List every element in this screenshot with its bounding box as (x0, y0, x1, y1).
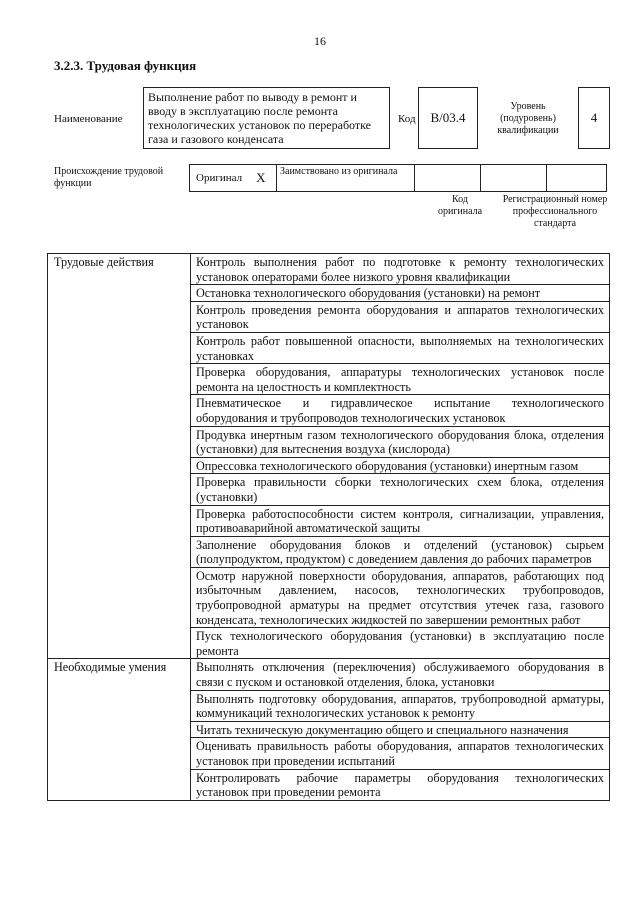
qualification-level-box: 4 (578, 87, 610, 149)
category-cell: Трудовые действия (48, 254, 191, 659)
table-cell-item: Пневматическое и гидравлическое испытание технологического оборудования и трубопроводов технологических установок (191, 395, 610, 426)
table-row (48, 659, 610, 690)
original-label: Оригинал (196, 172, 243, 184)
table-cell-item: Контролировать рабочие параметры оборудования технологических установок при проведении ремонта (191, 769, 610, 800)
original-cell (189, 164, 277, 192)
origin-row (190, 164, 610, 192)
table-cell-item: Осмотр наружной поверхности оборудования, аппаратов, работающих под избыточным давлением, насосов, технологических трубопроводов, трубопроводной арматуры на предмет отсутствия утечек газа, газового конденсата, технологических жидкостей по завершении ремонтных работ (191, 567, 610, 627)
labor-function-table-body (48, 254, 610, 801)
section-title: 3.2.3. Трудовая функция (54, 58, 197, 73)
table-cell-item: Заполнение оборудования блоков и отделений (установок) сырьем (полупродуктом, продуктом) с доведением давления до рабочих параметров (191, 536, 610, 567)
code-label: Код (398, 113, 416, 125)
category-cell: Необходимые умения (48, 659, 191, 800)
page-number: 16 (314, 34, 326, 48)
function-name-box: Выполнение работ по выводу в ремонт и вводу в эксплуатацию после ремонта технологических установок по переработке газа и газового конденсата (143, 87, 390, 149)
borrowed-cell: Заимствовано из оригинала (276, 164, 415, 192)
table-cell-item: Контроль проведения ремонта оборудования и аппаратов технологических установок (191, 301, 610, 332)
table-row (48, 254, 610, 285)
table-cell-item: Проверка работоспособности систем контроля, сигнализации, управления, противоаварийной автоматической защиты (191, 505, 610, 536)
table-cell-item: Контроль работ повышенной опасности, выполняемых на технологических установках (191, 332, 610, 363)
origin-code-cell (480, 164, 547, 192)
table-cell-item: Читать техническую документацию общего и специального назначения (191, 721, 610, 738)
table-cell-item: Остановка технологического оборудования (установки) на ремонт (191, 285, 610, 302)
code-original-caption: Код оригинала (437, 194, 483, 217)
table-cell-item: Проверка правильности сборки технологических схем блока, отделения (установки) (191, 474, 610, 505)
table-cell-item: Выполнять отключения (переключения) обслуживаемого оборудования в связи с пуском и остановкой отделения, блока, установки (191, 659, 610, 690)
table-cell-item: Проверка оборудования, аппаратуры технологических установок после ремонта на целостность и комплектность (191, 364, 610, 395)
name-label: Наименование (54, 113, 123, 125)
table-cell-item: Оценивать правильность работы оборудования, аппаратов технологических установок при проведении испытаний (191, 738, 610, 769)
table-cell-item: Выполнять подготовку оборудования, аппаратов, трубопроводной арматуры, коммуникаций технологических установок к ремонту (191, 690, 610, 721)
table-cell-item: Контроль выполнения работ по подготовке к ремонту технологических установок операторами более низкого уровня квалификации (191, 254, 610, 285)
origin-reg-number-cell (546, 164, 607, 192)
level-label: Уровень (подуровень) квалификации (497, 101, 559, 136)
table-cell-item: Опрессовка технологического оборудования (установки) инертным газом (191, 457, 610, 474)
labor-function-table (47, 253, 610, 801)
original-mark: X (256, 170, 266, 185)
function-code-box: B/03.4 (418, 87, 478, 149)
table-cell-item: Продувка инертным газом технологического оборудования блока, отделения (установки) для вытеснения воздуха (кислорода) (191, 426, 610, 457)
origin-empty-cell (414, 164, 481, 192)
registration-number-caption: Регистрационный номер профессионального стандарта (502, 194, 608, 229)
origin-label: Происхождение трудовой функции (54, 166, 164, 189)
table-cell-item: Пуск технологического оборудования (установки) в эксплуатацию после ремонта (191, 628, 610, 659)
